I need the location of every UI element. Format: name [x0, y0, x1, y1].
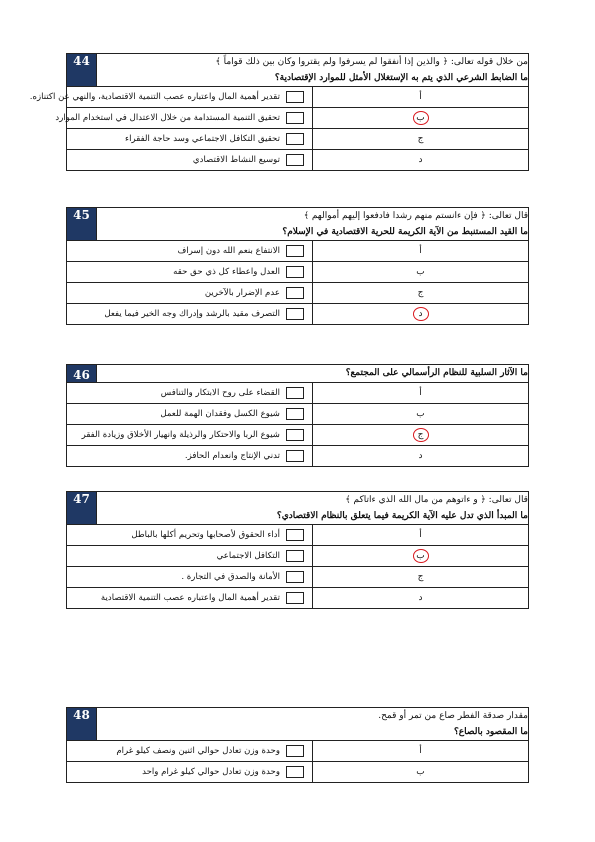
- answer-checkbox[interactable]: [286, 429, 304, 441]
- option-text: وحدة وزن تعادل حوالي اثنين ونصف كيلو غرام: [116, 746, 280, 756]
- option-letter: ب: [313, 108, 529, 129]
- question-line: مقدار صدقة الفطر صاع من تمر أو قمح.: [378, 711, 528, 721]
- option-letter: أ: [313, 241, 529, 262]
- answer-checkbox[interactable]: [286, 308, 304, 320]
- question-text: [97, 208, 529, 241]
- option-row[interactable]: [67, 525, 313, 546]
- question-block-46: [66, 364, 529, 467]
- option-text: شيوع الكسل وفقدان الهمة للعمل: [160, 409, 280, 419]
- option-letter: ب: [313, 262, 529, 283]
- question-line: ما المبدأ الذي تدل عليه الآية الكريمة فيما يتعلق بالنظام الاقتصادي؟: [276, 511, 528, 521]
- question-line: ما الضابط الشرعي الذي يتم به الإستغلال الأمثل للموارد الإقتصادية؟: [274, 73, 528, 83]
- answer-checkbox[interactable]: [286, 387, 304, 399]
- question-number: 44: [67, 54, 97, 87]
- option-text: تقدير أهمية المال واعتباره عصب التنمية الاقتصادية، والنهي عن اكتنازه.: [29, 92, 280, 102]
- option-letter: د: [313, 304, 529, 325]
- question-line: قال تعالى: ﴿ و ءاتوهم من مال الله الذي ءاتاكم ﴾: [345, 495, 528, 505]
- option-text: تحقيق التنمية المستدامة من خلال الاعتدال في استخدام الموارد: [55, 113, 280, 123]
- answer-circle-mark: [413, 111, 429, 125]
- answer-checkbox[interactable]: [286, 745, 304, 757]
- option-row[interactable]: [67, 588, 313, 609]
- option-letter: ج: [313, 425, 529, 446]
- option-row[interactable]: [67, 425, 313, 446]
- option-letter: د: [313, 588, 529, 609]
- option-row[interactable]: [67, 150, 313, 171]
- option-text: التصرف مقيد بالرشد وإدراك وجه الخير فيما يفعل: [104, 309, 280, 319]
- option-row[interactable]: [67, 241, 313, 262]
- option-row[interactable]: [67, 283, 313, 304]
- option-text: عدم الإضرار بالآخرين: [204, 288, 280, 298]
- answer-checkbox[interactable]: [286, 133, 304, 145]
- question-text: [97, 708, 529, 741]
- option-text: أداء الحقوق لأصحابها وتحريم أكلها بالباطل: [131, 530, 280, 540]
- option-row[interactable]: [55, 108, 313, 129]
- question-number: 47: [67, 492, 97, 525]
- option-row[interactable]: [67, 304, 313, 325]
- question-number: 48: [67, 708, 97, 741]
- option-row[interactable]: [29, 87, 313, 108]
- option-row[interactable]: [67, 404, 313, 425]
- option-row[interactable]: [67, 546, 313, 567]
- option-text: الانتفاع بنعم الله دون إسراف: [177, 246, 280, 256]
- question-text: [97, 365, 529, 383]
- answer-checkbox[interactable]: [286, 529, 304, 541]
- option-letter: ب: [313, 762, 529, 783]
- option-letter: د: [313, 150, 529, 171]
- answer-circle-mark: [413, 307, 429, 321]
- answer-checkbox[interactable]: [286, 550, 304, 562]
- option-letter: ج: [313, 567, 529, 588]
- option-text: تدني الإنتاج وانعدام الحافز.: [184, 451, 280, 461]
- answer-checkbox[interactable]: [286, 571, 304, 583]
- option-letter: أ: [313, 525, 529, 546]
- option-text: تقدير أهمية المال واعتباره عصب التنمية الاقتصادية: [100, 593, 280, 603]
- question-block-47: [66, 491, 529, 609]
- option-text: العدل واعطاء كل ذي حق حقه: [173, 267, 280, 277]
- answer-checkbox[interactable]: [286, 592, 304, 604]
- question-text: [97, 492, 529, 525]
- option-row[interactable]: [67, 383, 313, 404]
- answer-checkbox[interactable]: [286, 450, 304, 462]
- option-row[interactable]: [67, 262, 313, 283]
- question-block-48: [66, 707, 529, 783]
- question-line: قال تعالى: ﴿ فإن ءانستم منهم رشدا فادفعوا إليهم أموالهم ﴾: [303, 211, 528, 221]
- question-line: ما المقصود بالصاع؟: [454, 727, 528, 737]
- question-line: ما القيد المستنبط من الآية الكريمة للحرية الاقتصادية في الإسلام؟: [282, 227, 528, 237]
- answer-circle-mark: [413, 549, 429, 563]
- option-row[interactable]: [67, 741, 313, 762]
- option-letter: ج: [313, 129, 529, 150]
- question-number: 46: [67, 365, 97, 383]
- option-text: وحدة وزن تعادل حوالي كيلو غرام واحد: [142, 767, 280, 777]
- option-letter: أ: [313, 87, 529, 108]
- question-block-45: [66, 207, 529, 325]
- option-text: تحقيق التكافل الاجتماعي وسد حاجة الفقراء: [125, 134, 280, 144]
- answer-checkbox[interactable]: [286, 154, 304, 166]
- option-letter: ب: [313, 546, 529, 567]
- option-letter: أ: [313, 383, 529, 404]
- question-block-44: [29, 53, 529, 171]
- option-text: الأمانة والصدق في التجارة .: [181, 572, 280, 582]
- answer-checkbox[interactable]: [286, 266, 304, 278]
- answer-checkbox[interactable]: [286, 112, 304, 124]
- option-letter: أ: [313, 741, 529, 762]
- option-letter: ب: [313, 404, 529, 425]
- answer-checkbox[interactable]: [286, 766, 304, 778]
- option-row[interactable]: [67, 762, 313, 783]
- question-line: ما الآثار السلبية للنظام الرأسمالي على المجتمع؟: [345, 368, 528, 378]
- option-row[interactable]: [67, 446, 313, 467]
- option-row[interactable]: [67, 129, 313, 150]
- option-letter: ج: [313, 283, 529, 304]
- question-number: 45: [67, 208, 97, 241]
- question-text: [97, 54, 529, 87]
- option-letter: د: [313, 446, 529, 467]
- option-text: توسيع النشاط الاقتصادي: [192, 155, 280, 165]
- answer-circle-mark: [413, 428, 429, 442]
- answer-checkbox[interactable]: [286, 91, 304, 103]
- answer-checkbox[interactable]: [286, 245, 304, 257]
- question-line: من خلال قوله تعالى: ﴿ والذين إذا أنفقوا لم يسرفوا ولم يقتروا وكان بين ذلك قواماً ﴾: [215, 57, 528, 67]
- option-text: شيوع الربا والاحتكار والرذيلة وانهيار الأخلاق وزيادة الفقر: [81, 430, 280, 440]
- option-text: التكافل الاجتماعي: [216, 551, 280, 561]
- answer-checkbox[interactable]: [286, 287, 304, 299]
- option-text: القضاء على روح الابتكار والتنافس: [160, 388, 280, 398]
- answer-checkbox[interactable]: [286, 408, 304, 420]
- option-row[interactable]: [67, 567, 313, 588]
